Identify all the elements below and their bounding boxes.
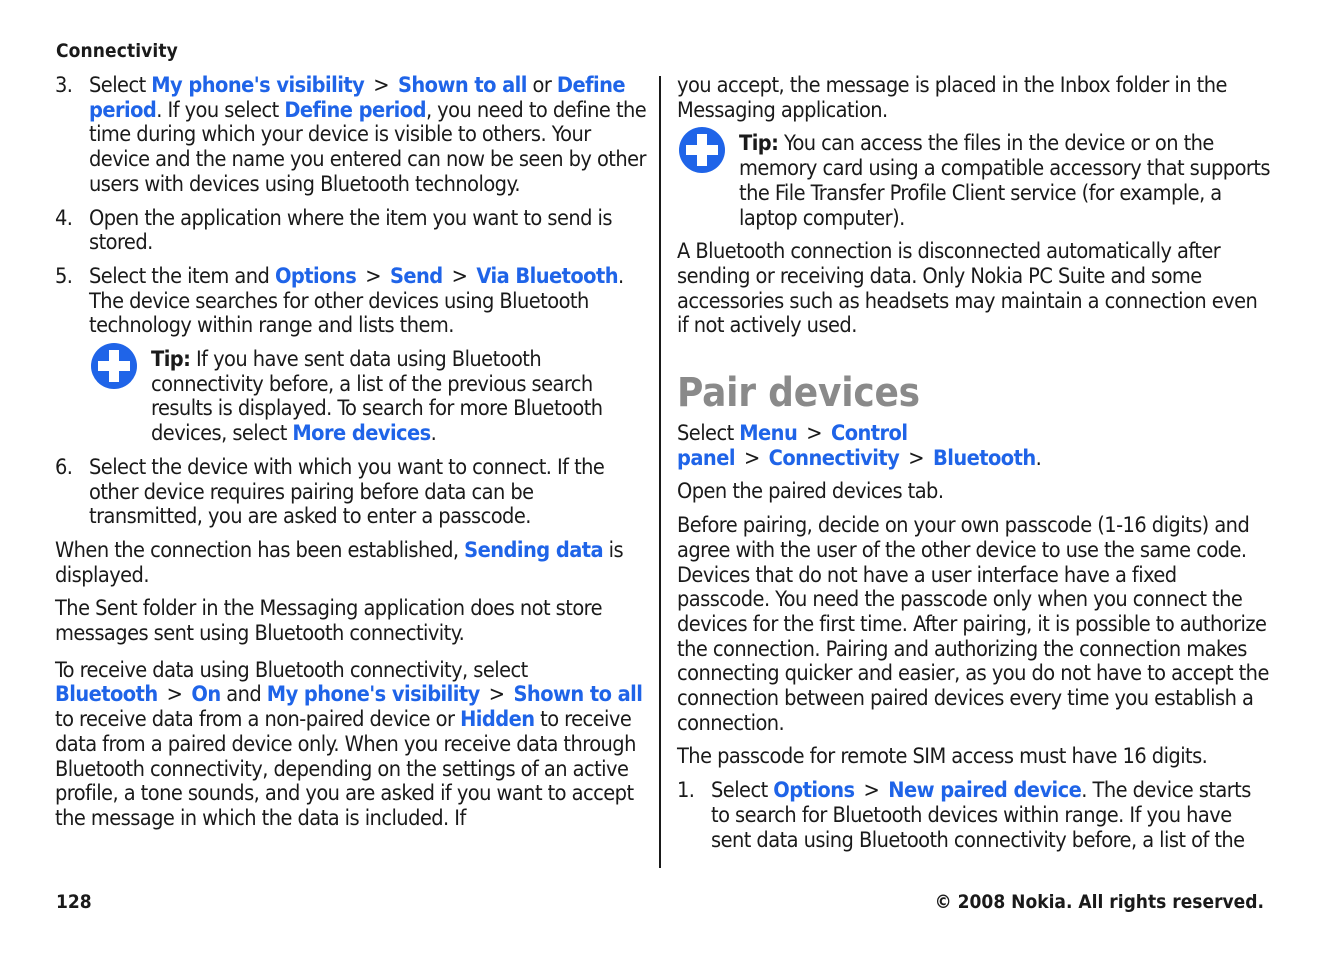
menu-separator: >: [365, 263, 381, 289]
paragraph-text: Select: [677, 421, 740, 447]
paragraph-accept-message: you accept, the message is placed in the Inbox folder in the Messaging application.: [677, 73, 1227, 123]
tip-box: [89, 348, 647, 447]
tip-text: .: [430, 421, 437, 447]
step-text: . If you select: [156, 97, 285, 123]
link-more-devices[interactable]: More devices: [292, 421, 431, 447]
step-4: [55, 207, 647, 256]
menu-separator: >: [488, 682, 505, 708]
menu-separator: >: [806, 421, 822, 447]
link-bluetooth-2[interactable]: Bluetooth: [932, 445, 1036, 471]
link-control-panel[interactable]: Control panel: [677, 421, 908, 471]
section-heading: Pair devices: [677, 370, 920, 417]
link-my-phones-visibility[interactable]: My phone's visibility: [151, 73, 365, 98]
steps-list-left-2: [55, 456, 647, 530]
step-text: . The device searches for other devices using Bluetooth technology within range and lists them.: [89, 263, 624, 339]
link-shown-to-all[interactable]: Shown to all: [397, 73, 527, 98]
link-menu[interactable]: Menu: [739, 421, 798, 447]
menu-separator: >: [908, 445, 924, 471]
link-bluetooth[interactable]: Bluetooth: [55, 682, 158, 708]
menu-separator: >: [166, 682, 183, 708]
step-number: 4.: [55, 205, 73, 231]
paragraph-text: and: [220, 682, 267, 708]
tip-label: Tip:: [739, 131, 779, 157]
section-header: Connectivity: [56, 40, 178, 62]
step-number: 5.: [55, 263, 73, 289]
paragraph-before-pairing: Before pairing, decide on your own passcode (1-16 digits) and agree with the user of the other device to use the same code. Devices that do not have a user interface have a fixed passcode. You need the passcode only when you connect the devices for the first time. After pairing, it is possible to authorize the connection. Pairing and authorizing the connection makes connecting quicker and easier, as you do not have to accept the connection between paired devices every time you establish a connection.: [677, 513, 1269, 736]
link-send[interactable]: Send: [389, 263, 443, 289]
step-text: Select the device with which you want to connect. If the other device requires pairing before data can be transmitted, you are asked to enter a passcode.: [89, 454, 605, 530]
right-column: [677, 74, 1273, 862]
link-hidden[interactable]: Hidden: [460, 707, 535, 733]
paragraph-text: is displayed.: [55, 537, 624, 588]
menu-separator: >: [743, 445, 760, 471]
step-number: 6.: [55, 454, 73, 480]
step-6: [55, 456, 647, 530]
paragraph-text: When the connection has been established,: [55, 537, 465, 563]
step-number: 1.: [677, 778, 695, 804]
step-1: [677, 779, 1273, 853]
link-define-period-2[interactable]: Define period: [284, 97, 426, 123]
menu-separator: >: [863, 778, 880, 804]
link-define-period[interactable]: Define period: [89, 73, 626, 123]
step-text: , you need to define the time during which your device is visible to others. Your device and the name you entered can now be seen by other users with devices using Bluetooth technology.: [89, 97, 647, 197]
step-text: Open the application where the item you want to send is stored.: [89, 205, 612, 256]
tip-label: Tip:: [151, 347, 191, 373]
step-text: Select: [89, 73, 152, 98]
left-column: [55, 74, 647, 841]
paragraph-connection-established: [55, 539, 647, 588]
link-options-2[interactable]: Options: [773, 778, 855, 804]
tip-text: You can access the files in the device or on the memory card using a compatible accessory that supports the File Transfer Profile Client service (for example, a laptop computer).: [739, 131, 1270, 231]
copyright: © 2008 Nokia. All rights reserved.: [934, 891, 1264, 913]
step-5: [55, 265, 647, 339]
link-shown-to-all-2[interactable]: Shown to all: [513, 682, 643, 708]
step-text: . The device starts to search for Bluetooth devices within range. If you have sent data using Bluetooth connectivity before, a list of the: [711, 778, 1251, 853]
steps-list-left: [55, 74, 647, 339]
column-divider: [659, 76, 661, 868]
step-number: 3.: [55, 73, 73, 98]
link-sending-data[interactable]: Sending data: [464, 537, 604, 563]
link-new-paired-device[interactable]: New paired device: [888, 778, 1082, 804]
paragraph-sim-passcode: The passcode for remote SIM access must have 16 digits.: [677, 744, 1208, 770]
paragraph-disconnect: A Bluetooth connection is disconnected automatically after sending or receiving data. Only Nokia PC Suite and some accessories such as headsets may maintain a connection even if not actively used.: [677, 239, 1258, 339]
link-via-bluetooth[interactable]: Via Bluetooth: [476, 263, 619, 289]
plus-circle-icon: [677, 125, 727, 175]
link-on[interactable]: On: [191, 682, 221, 708]
paragraph-text: to receive data from a non-paired device or: [55, 707, 461, 733]
step-text: Select the item and: [89, 263, 275, 289]
page-number: 128: [56, 891, 92, 913]
plus-circle-icon: [89, 341, 139, 391]
paragraph-open-tab: Open the paired devices tab.: [677, 479, 944, 505]
paragraph-text: to receive data from a paired device only. When you receive data through Bluetooth connectivity, depending on the settings of an active profile, a tone sounds, and you are asked if you want to accept the message in which the data is included. If: [55, 707, 636, 831]
step-text: Select: [711, 778, 774, 804]
paragraph-sent-folder: The Sent folder in the Messaging application does not store messages sent using Bluetooth connectivity.: [55, 596, 603, 647]
step-3: [55, 74, 647, 198]
paragraph-text: To receive data using Bluetooth connectivity, select: [55, 657, 528, 683]
tip-text: If you have sent data using Bluetooth connectivity before, a list of the previous search results is displayed. To search for more Bluetooth devices, select: [151, 347, 603, 447]
paragraph-receive-data: [55, 659, 647, 832]
menu-separator: >: [373, 73, 389, 98]
step-text: or: [526, 73, 557, 98]
steps-list-right: [677, 779, 1273, 853]
paragraph-select-path: [677, 422, 1273, 471]
menu-separator: >: [451, 263, 468, 289]
link-connectivity[interactable]: Connectivity: [768, 445, 900, 471]
link-options[interactable]: Options: [274, 263, 357, 289]
tip-box: [677, 132, 1273, 231]
paragraph-text: .: [1035, 445, 1042, 471]
link-my-phones-visibility-2[interactable]: My phone's visibility: [266, 682, 480, 708]
